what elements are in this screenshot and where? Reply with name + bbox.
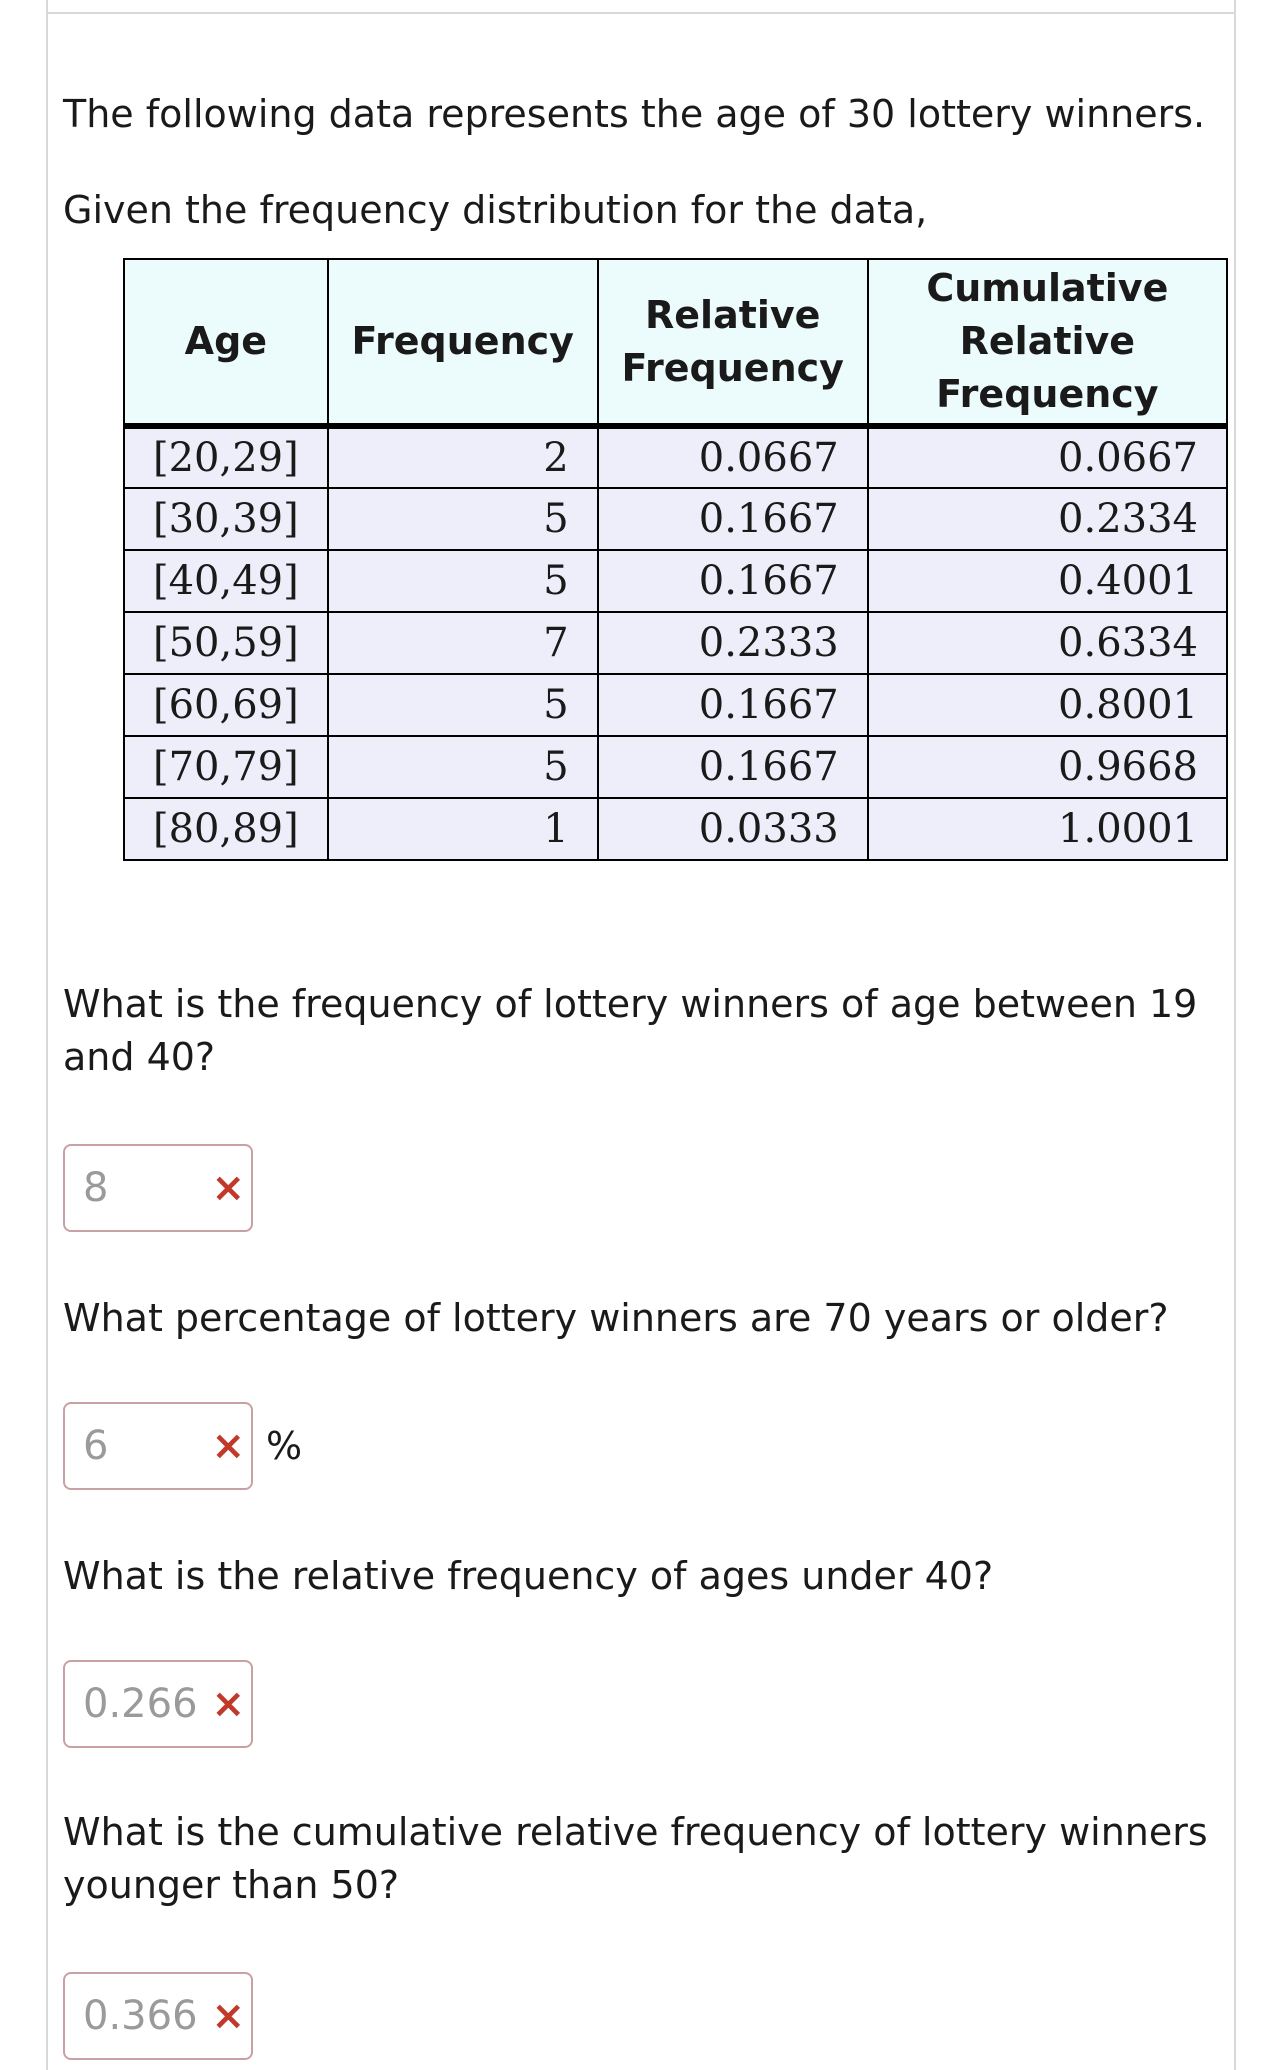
cell-cumulative: 0.0667 bbox=[868, 426, 1227, 488]
frequency-table bbox=[123, 258, 1228, 861]
cell-frequency: 5 bbox=[328, 550, 598, 612]
top-divider bbox=[46, 0, 1236, 14]
cell-frequency: 5 bbox=[328, 674, 598, 736]
cell-cumulative: 0.6334 bbox=[868, 612, 1227, 674]
header-cumulative-relative-frequency: Cumulative Relative Frequency bbox=[868, 259, 1227, 426]
incorrect-icon: × bbox=[209, 1662, 245, 1746]
cell-frequency: 2 bbox=[328, 426, 598, 488]
table-row bbox=[124, 674, 1227, 736]
incorrect-icon: × bbox=[209, 1404, 245, 1488]
answer-value-1: 8 bbox=[83, 1165, 109, 1211]
incorrect-icon: × bbox=[209, 1974, 245, 2058]
answer-input-4[interactable] bbox=[63, 1972, 253, 2060]
cell-frequency: 5 bbox=[328, 488, 598, 550]
table-row bbox=[124, 488, 1227, 550]
cell-relative: 0.1667 bbox=[598, 550, 868, 612]
cell-relative: 0.1667 bbox=[598, 674, 868, 736]
incorrect-icon: × bbox=[209, 1146, 245, 1230]
cell-relative: 0.0667 bbox=[598, 426, 868, 488]
cell-age: [30,39] bbox=[124, 488, 328, 550]
table-header-row bbox=[124, 259, 1227, 426]
cell-frequency: 7 bbox=[328, 612, 598, 674]
question-4-text: What is the cumulative relative frequency of lottery winners younger than 50? bbox=[63, 1810, 1208, 1907]
cell-age: [80,89] bbox=[124, 798, 328, 860]
table-row bbox=[124, 736, 1227, 798]
header-frequency: Frequency bbox=[328, 259, 598, 426]
cell-cumulative: 0.2334 bbox=[868, 488, 1227, 550]
percent-unit: % bbox=[266, 1424, 303, 1468]
cell-relative: 0.0333 bbox=[598, 798, 868, 860]
question-1-text: What is the frequency of lottery winners of age between 19 and 40? bbox=[63, 982, 1198, 1079]
cell-age: [60,69] bbox=[124, 674, 328, 736]
cell-relative: 0.1667 bbox=[598, 736, 868, 798]
answer-input-1[interactable] bbox=[63, 1144, 253, 1232]
header-relative-frequency: Relative Frequency bbox=[598, 259, 868, 426]
table-row bbox=[124, 426, 1227, 488]
cell-age: [50,59] bbox=[124, 612, 328, 674]
cell-relative: 0.1667 bbox=[598, 488, 868, 550]
table-row bbox=[124, 798, 1227, 860]
cell-frequency: 1 bbox=[328, 798, 598, 860]
cell-age: [40,49] bbox=[124, 550, 328, 612]
cell-cumulative: 0.9668 bbox=[868, 736, 1227, 798]
cell-cumulative: 0.4001 bbox=[868, 550, 1227, 612]
cell-frequency: 5 bbox=[328, 736, 598, 798]
answer-value-2: 6 bbox=[83, 1423, 109, 1469]
header-age: Age bbox=[124, 259, 328, 426]
answer-input-2[interactable] bbox=[63, 1402, 253, 1490]
intro-line-1: The following data represents the age of 30 lottery winners. bbox=[63, 92, 1206, 136]
answer-input-3[interactable] bbox=[63, 1660, 253, 1748]
intro-line-2: Given the frequency distribution for the data, bbox=[63, 188, 928, 232]
table-row bbox=[124, 612, 1227, 674]
cell-relative: 0.2333 bbox=[598, 612, 868, 674]
question-2-text: What percentage of lottery winners are 70 years or older? bbox=[63, 1296, 1169, 1340]
cell-cumulative: 0.8001 bbox=[868, 674, 1227, 736]
answer-value-4: 0.366 bbox=[83, 1993, 198, 2039]
cell-age: [20,29] bbox=[124, 426, 328, 488]
cell-age: [70,79] bbox=[124, 736, 328, 798]
question-3-text: What is the relative frequency of ages under 40? bbox=[63, 1554, 994, 1598]
answer-value-3: 0.266 bbox=[83, 1681, 198, 1727]
cell-cumulative: 1.0001 bbox=[868, 798, 1227, 860]
table-row bbox=[124, 550, 1227, 612]
